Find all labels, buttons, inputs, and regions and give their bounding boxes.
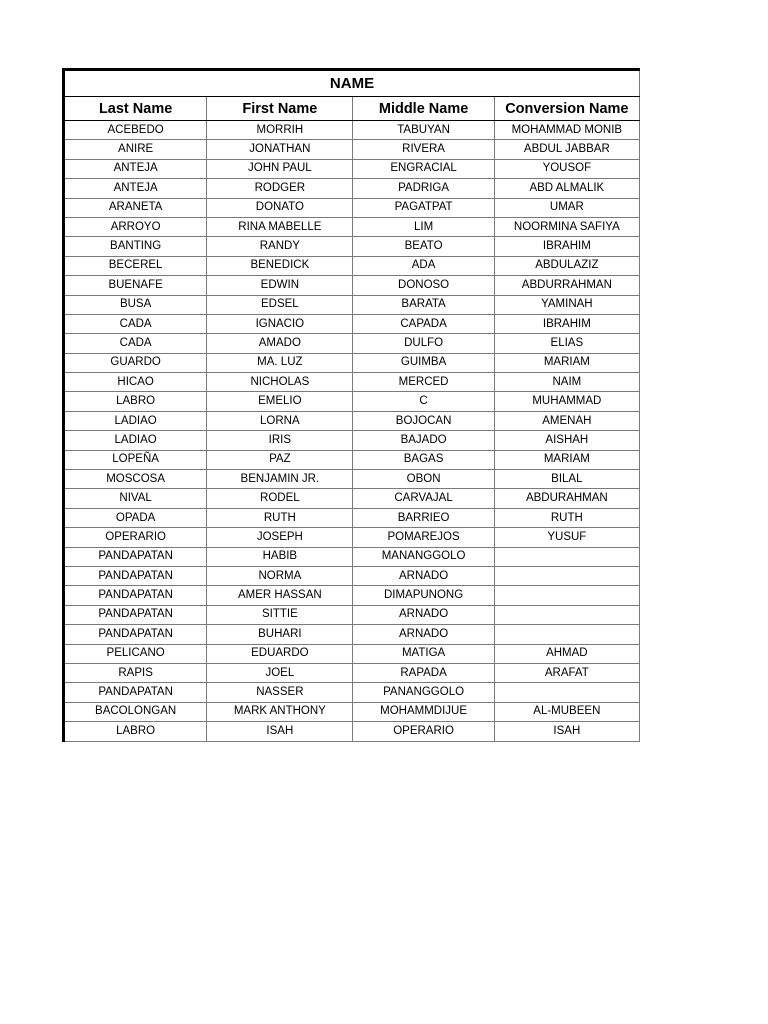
- cell-first-name: BENJAMIN JR.: [207, 470, 353, 489]
- cell-first-name: HABIB: [207, 547, 353, 566]
- cell-first-name: EDSEL: [207, 295, 353, 314]
- cell-first-name: BUHARI: [207, 625, 353, 644]
- cell-conversion-name: ABD ALMALIK: [494, 179, 639, 198]
- table-row: [64, 508, 640, 527]
- table-row: [64, 411, 640, 430]
- cell-last-name: PANDAPATAN: [64, 605, 207, 624]
- cell-middle-name: TABUYAN: [353, 121, 494, 140]
- cell-last-name: LOPEÑA: [64, 450, 207, 469]
- cell-middle-name: DONOSO: [353, 276, 494, 295]
- cell-middle-name: POMAREJOS: [353, 528, 494, 547]
- table-row: [64, 334, 640, 353]
- table-row: [64, 295, 640, 314]
- table-row: [64, 353, 640, 372]
- cell-middle-name: PANANGGOLO: [353, 683, 494, 702]
- table-row: [64, 237, 640, 256]
- table-row: [64, 140, 640, 159]
- cell-last-name: HICAO: [64, 373, 207, 392]
- cell-last-name: BACOLONGAN: [64, 702, 207, 721]
- cell-first-name: JOEL: [207, 663, 353, 682]
- cell-first-name: EDUARDO: [207, 644, 353, 663]
- cell-middle-name: CARVAJAL: [353, 489, 494, 508]
- cell-middle-name: DIMAPUNONG: [353, 586, 494, 605]
- table-row: [64, 179, 640, 198]
- column-header-first-name: First Name: [207, 97, 353, 121]
- cell-conversion-name: YAMINAH: [494, 295, 639, 314]
- cell-middle-name: PAGATPAT: [353, 198, 494, 217]
- cell-middle-name: ARNADO: [353, 625, 494, 644]
- cell-middle-name: BOJOCAN: [353, 411, 494, 430]
- cell-first-name: MORRIH: [207, 121, 353, 140]
- table-row: [64, 489, 640, 508]
- cell-middle-name: BARRIEO: [353, 508, 494, 527]
- cell-middle-name: OBON: [353, 470, 494, 489]
- cell-last-name: ARANETA: [64, 198, 207, 217]
- cell-first-name: NASSER: [207, 683, 353, 702]
- cell-conversion-name: [494, 586, 639, 605]
- cell-first-name: DONATO: [207, 198, 353, 217]
- cell-first-name: AMADO: [207, 334, 353, 353]
- cell-conversion-name: AISHAH: [494, 431, 639, 450]
- table-row: [64, 450, 640, 469]
- cell-last-name: CADA: [64, 334, 207, 353]
- cell-middle-name: PADRIGA: [353, 179, 494, 198]
- table-row: [64, 217, 640, 236]
- table-row: [64, 159, 640, 178]
- cell-middle-name: GUIMBA: [353, 353, 494, 372]
- cell-first-name: RINA MABELLE: [207, 217, 353, 236]
- cell-last-name: PANDAPATAN: [64, 547, 207, 566]
- table-row: [64, 431, 640, 450]
- cell-last-name: NIVAL: [64, 489, 207, 508]
- cell-first-name: EDWIN: [207, 276, 353, 295]
- cell-middle-name: BEATO: [353, 237, 494, 256]
- cell-middle-name: LIM: [353, 217, 494, 236]
- cell-conversion-name: AHMAD: [494, 644, 639, 663]
- cell-last-name: CADA: [64, 314, 207, 333]
- cell-conversion-name: NAIM: [494, 373, 639, 392]
- cell-first-name: LORNA: [207, 411, 353, 430]
- group-header-row: [64, 70, 640, 97]
- cell-last-name: BUENAFE: [64, 276, 207, 295]
- cell-last-name: BANTING: [64, 237, 207, 256]
- cell-first-name: RODGER: [207, 179, 353, 198]
- cell-last-name: PANDAPATAN: [64, 566, 207, 585]
- table-row: [64, 644, 640, 663]
- cell-conversion-name: ABDULAZIZ: [494, 256, 639, 275]
- cell-last-name: ANTEJA: [64, 179, 207, 198]
- cell-conversion-name: AMENAH: [494, 411, 639, 430]
- table-row: [64, 392, 640, 411]
- cell-conversion-name: BILAL: [494, 470, 639, 489]
- cell-last-name: BECEREL: [64, 256, 207, 275]
- table-row: [64, 605, 640, 624]
- cell-conversion-name: [494, 547, 639, 566]
- cell-first-name: BENEDICK: [207, 256, 353, 275]
- cell-conversion-name: [494, 625, 639, 644]
- cell-conversion-name: RUTH: [494, 508, 639, 527]
- cell-conversion-name: YUSUF: [494, 528, 639, 547]
- table-row: [64, 528, 640, 547]
- cell-conversion-name: ISAH: [494, 722, 639, 741]
- cell-middle-name: OPERARIO: [353, 722, 494, 741]
- table-row: [64, 470, 640, 489]
- cell-middle-name: MANANGGOLO: [353, 547, 494, 566]
- cell-middle-name: BAGAS: [353, 450, 494, 469]
- cell-middle-name: MATIGA: [353, 644, 494, 663]
- cell-conversion-name: ARAFAT: [494, 663, 639, 682]
- cell-conversion-name: IBRAHIM: [494, 237, 639, 256]
- cell-conversion-name: MUHAMMAD: [494, 392, 639, 411]
- cell-last-name: LADIAO: [64, 411, 207, 430]
- cell-first-name: RANDY: [207, 237, 353, 256]
- table-row: [64, 663, 640, 682]
- table-row: [64, 121, 640, 140]
- cell-last-name: ANTEJA: [64, 159, 207, 178]
- cell-conversion-name: NOORMINA SAFIYA: [494, 217, 639, 236]
- cell-first-name: NORMA: [207, 566, 353, 585]
- cell-first-name: MA. LUZ: [207, 353, 353, 372]
- table-row: [64, 198, 640, 217]
- names-table: [62, 68, 640, 742]
- cell-last-name: PANDAPATAN: [64, 586, 207, 605]
- cell-first-name: IRIS: [207, 431, 353, 450]
- cell-first-name: IGNACIO: [207, 314, 353, 333]
- cell-last-name: LABRO: [64, 392, 207, 411]
- cell-last-name: BUSA: [64, 295, 207, 314]
- cell-last-name: RAPIS: [64, 663, 207, 682]
- cell-last-name: LADIAO: [64, 431, 207, 450]
- cell-conversion-name: ELIAS: [494, 334, 639, 353]
- cell-first-name: NICHOLAS: [207, 373, 353, 392]
- cell-middle-name: CAPADA: [353, 314, 494, 333]
- table-row: [64, 702, 640, 721]
- cell-last-name: ARROYO: [64, 217, 207, 236]
- cell-first-name: JOHN PAUL: [207, 159, 353, 178]
- cell-last-name: PANDAPATAN: [64, 683, 207, 702]
- cell-first-name: RODEL: [207, 489, 353, 508]
- cell-conversion-name: ABDURAHMAN: [494, 489, 639, 508]
- cell-first-name: JONATHAN: [207, 140, 353, 159]
- cell-middle-name: RAPADA: [353, 663, 494, 682]
- cell-conversion-name: [494, 566, 639, 585]
- cell-last-name: MOSCOSA: [64, 470, 207, 489]
- table-row: [64, 722, 640, 741]
- cell-first-name: AMER HASSAN: [207, 586, 353, 605]
- column-header-last-name: Last Name: [64, 97, 207, 121]
- cell-last-name: ACEBEDO: [64, 121, 207, 140]
- column-header-row: [64, 97, 640, 121]
- table-row: [64, 314, 640, 333]
- cell-middle-name: BAJADO: [353, 431, 494, 450]
- table-row: [64, 566, 640, 585]
- table-row: [64, 373, 640, 392]
- table-row: [64, 586, 640, 605]
- cell-first-name: MARK ANTHONY: [207, 702, 353, 721]
- table-row: [64, 547, 640, 566]
- cell-first-name: PAZ: [207, 450, 353, 469]
- cell-middle-name: ARNADO: [353, 566, 494, 585]
- cell-conversion-name: MARIAM: [494, 353, 639, 372]
- cell-conversion-name: IBRAHIM: [494, 314, 639, 333]
- table-row: [64, 683, 640, 702]
- cell-conversion-name: MOHAMMAD MONIB: [494, 121, 639, 140]
- cell-conversion-name: ABDUL JABBAR: [494, 140, 639, 159]
- cell-conversion-name: YOUSOF: [494, 159, 639, 178]
- cell-last-name: GUARDO: [64, 353, 207, 372]
- cell-conversion-name: [494, 605, 639, 624]
- cell-first-name: SITTIE: [207, 605, 353, 624]
- table-header: [64, 70, 640, 121]
- group-header-name: NAME: [64, 70, 640, 97]
- cell-middle-name: MOHAMMDIJUE: [353, 702, 494, 721]
- cell-middle-name: DULFO: [353, 334, 494, 353]
- cell-last-name: OPADA: [64, 508, 207, 527]
- table-row: [64, 276, 640, 295]
- cell-first-name: RUTH: [207, 508, 353, 527]
- cell-middle-name: ENGRACIAL: [353, 159, 494, 178]
- table-row: [64, 625, 640, 644]
- column-header-middle-name: Middle Name: [353, 97, 494, 121]
- cell-conversion-name: ABDURRAHMAN: [494, 276, 639, 295]
- cell-middle-name: RIVERA: [353, 140, 494, 159]
- cell-conversion-name: [494, 683, 639, 702]
- column-header-conversion-name: Conversion Name: [494, 97, 639, 121]
- cell-first-name: JOSEPH: [207, 528, 353, 547]
- cell-last-name: LABRO: [64, 722, 207, 741]
- cell-middle-name: ARNADO: [353, 605, 494, 624]
- cell-middle-name: ADA: [353, 256, 494, 275]
- cell-middle-name: BARATA: [353, 295, 494, 314]
- table-row: [64, 256, 640, 275]
- cell-middle-name: C: [353, 392, 494, 411]
- cell-conversion-name: MARIAM: [494, 450, 639, 469]
- cell-first-name: ISAH: [207, 722, 353, 741]
- cell-last-name: PANDAPATAN: [64, 625, 207, 644]
- cell-last-name: PELICANO: [64, 644, 207, 663]
- cell-last-name: OPERARIO: [64, 528, 207, 547]
- cell-conversion-name: UMAR: [494, 198, 639, 217]
- cell-first-name: EMELIO: [207, 392, 353, 411]
- cell-conversion-name: AL-MUBEEN: [494, 702, 639, 721]
- cell-middle-name: MERCED: [353, 373, 494, 392]
- table-body: [64, 121, 640, 742]
- cell-last-name: ANIRE: [64, 140, 207, 159]
